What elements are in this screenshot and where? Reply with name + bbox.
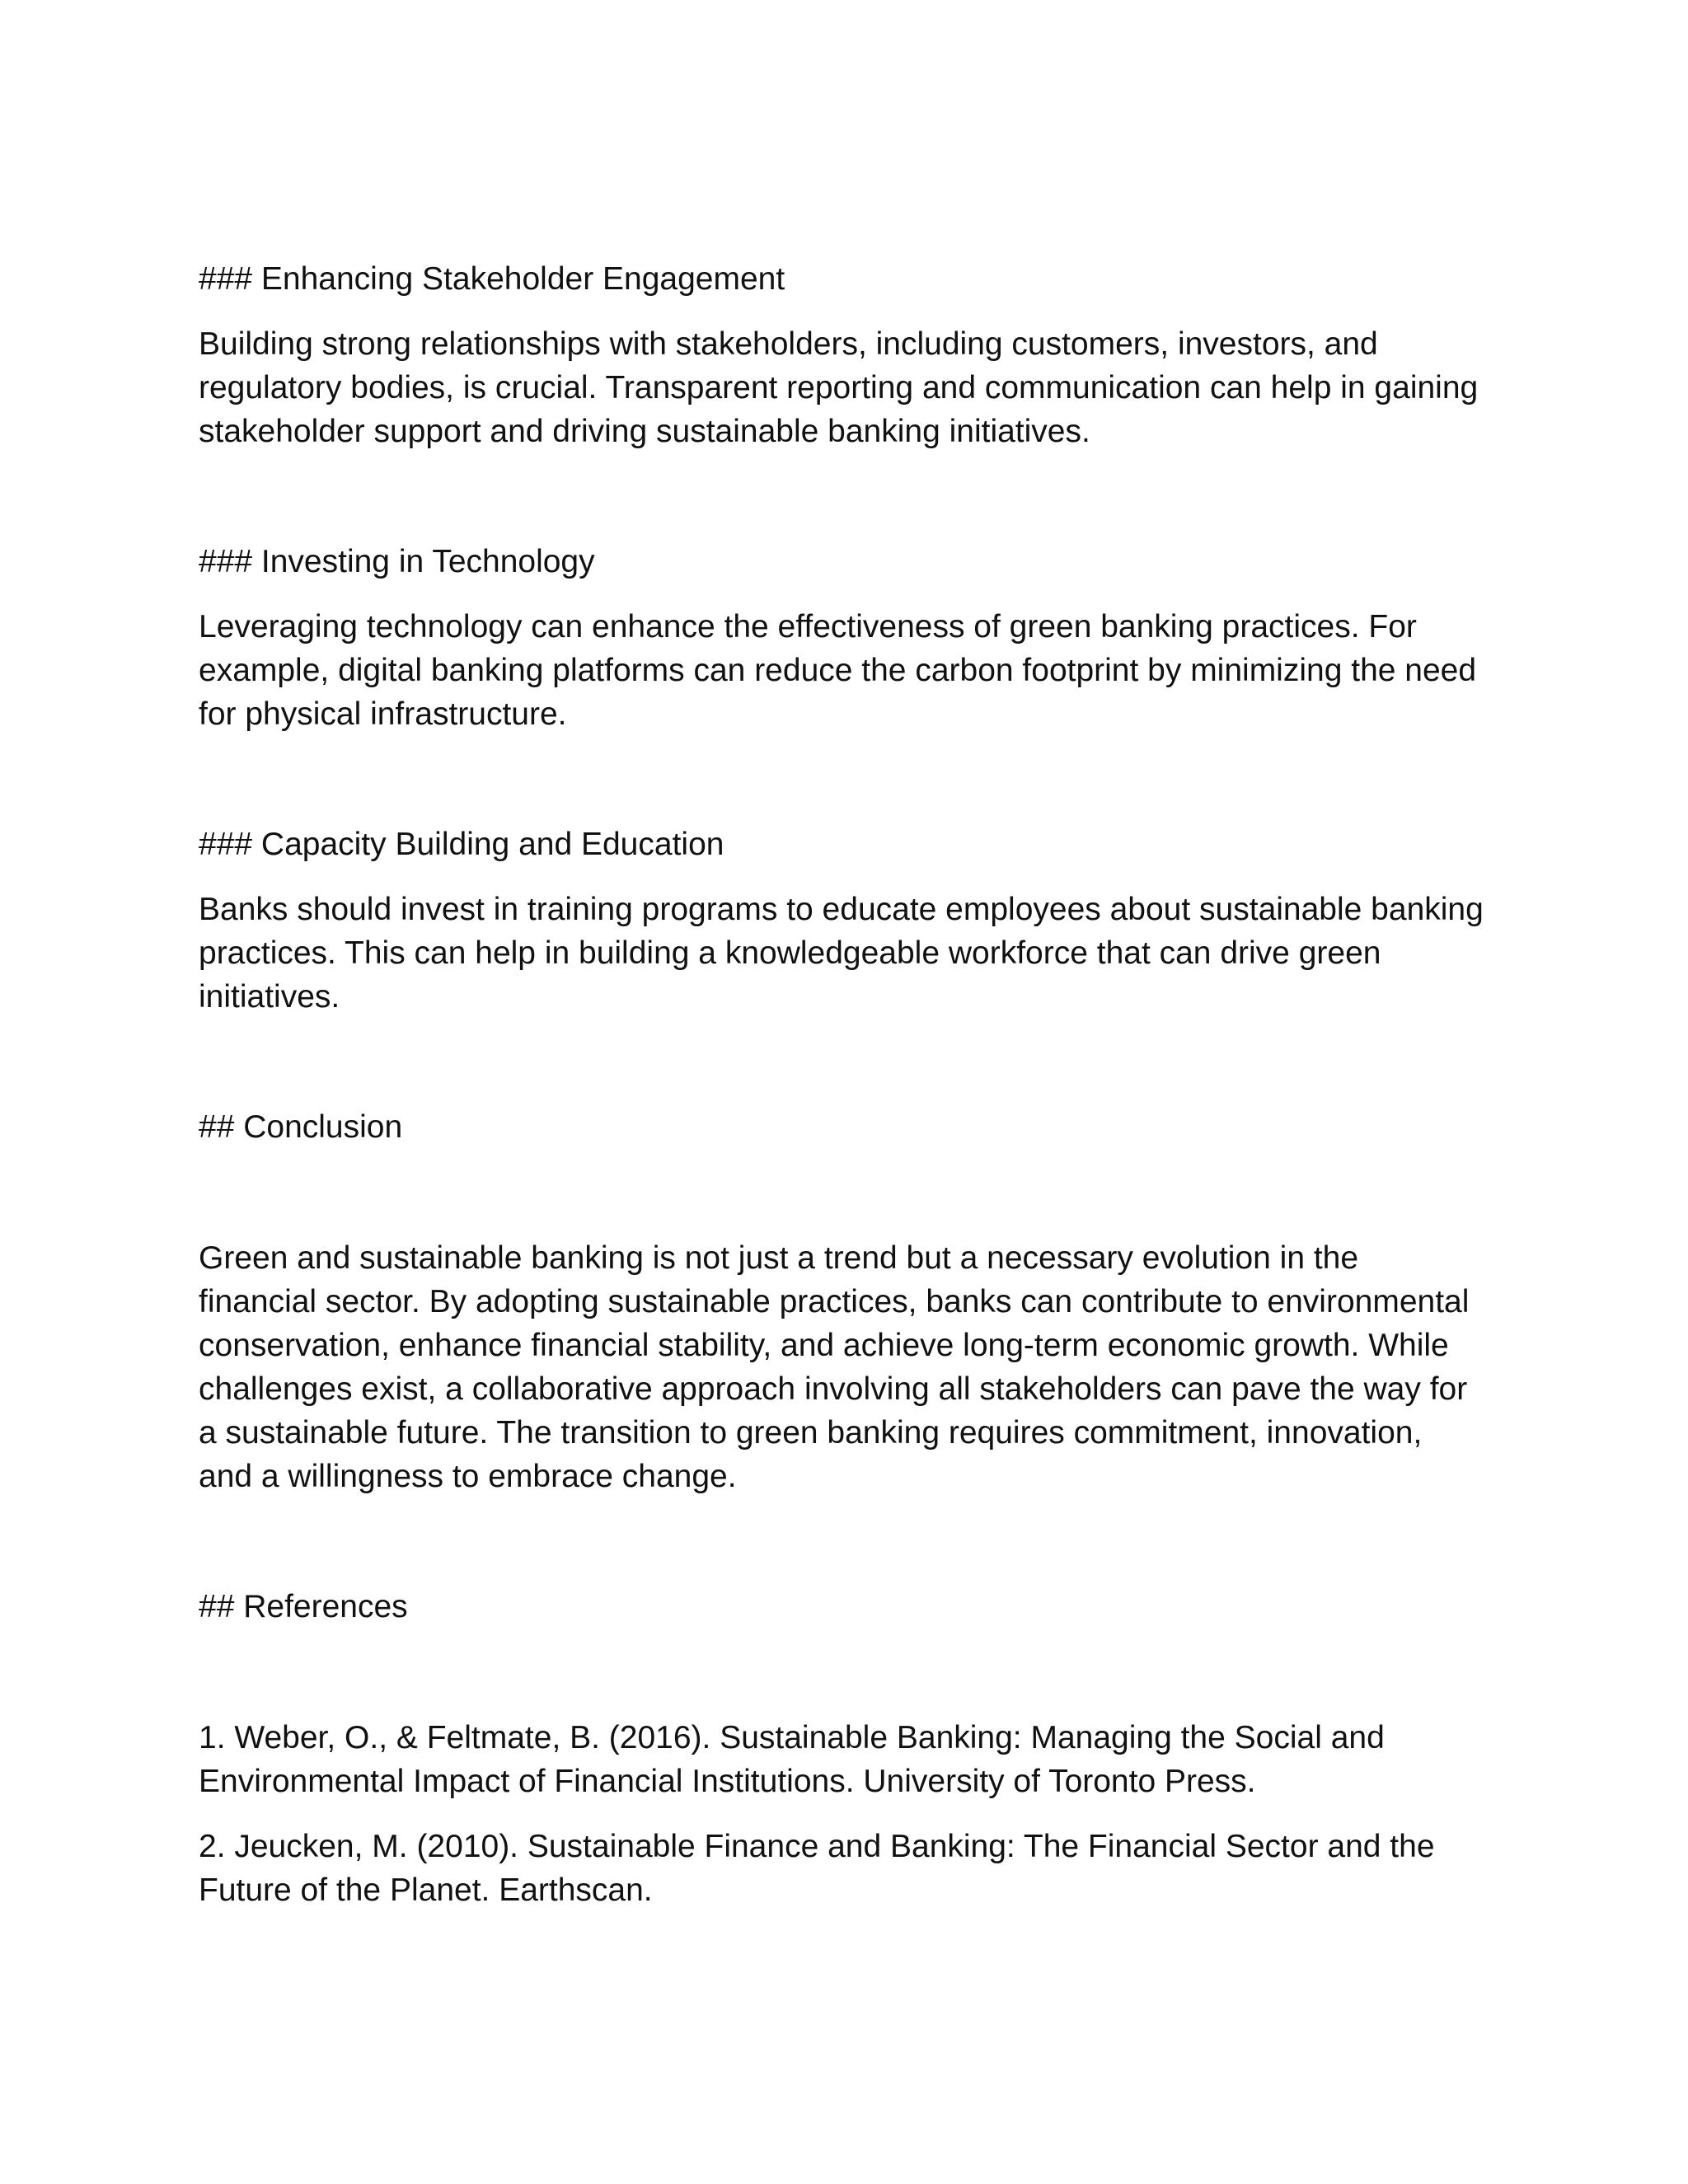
reference-item-1: 1. Weber, O., & Feltmate, B. (2016). Sustainable Banking: Managing the Social and Environmental Impact of Financial Institutions. University of Toronto Press. <box>199 1720 1385 1799</box>
section-body-stakeholder-engagement: Building strong relationships with stakeholders, including customers, investors, and regulatory bodies, is crucial. Transparent reporting and communication can help in gaining stakeholder support and driving sustainable banking initiatives. <box>199 326 1479 449</box>
reference-item-2: 2. Jeucken, M. (2010). Sustainable Finance and Banking: The Financial Sector and the Future of the Planet. Earthscan. <box>199 1829 1435 1908</box>
section-heading-conclusion: ## Conclusion <box>199 1109 403 1145</box>
section-heading-capacity-building: ### Capacity Building and Education <box>199 827 724 862</box>
section-body-conclusion: Green and sustainable banking is not just a trend but a necessary evolution in the financial sector. By adopting sustainable practices, banks can contribute to environmental conservation, enhance financial stability, and achieve long-term economic growth. While challenges exist, a collaborative approach involving all stakeholders can pave the way for a sustainable future. The transition to green banking requires commitment, innovation, and a willingness to embrace change. <box>199 1240 1470 1494</box>
section-body-capacity-building: Banks should invest in training programs to educate employees about sustainable banking practices. This can help in building a knowledgeable workforce that can drive green initiatives. <box>199 892 1484 1015</box>
section-body-investing-technology: Leveraging technology can enhance the effectiveness of green banking practices. For example, digital banking platforms can reduce the carbon footprint by minimizing the need for physical infrastructure. <box>199 609 1477 732</box>
document-content <box>199 257 1484 1912</box>
section-heading-stakeholder-engagement: ### Enhancing Stakeholder Engagement <box>199 261 785 297</box>
section-heading-investing-technology: ### Investing in Technology <box>199 544 595 579</box>
section-heading-references: ## References <box>199 1589 408 1624</box>
